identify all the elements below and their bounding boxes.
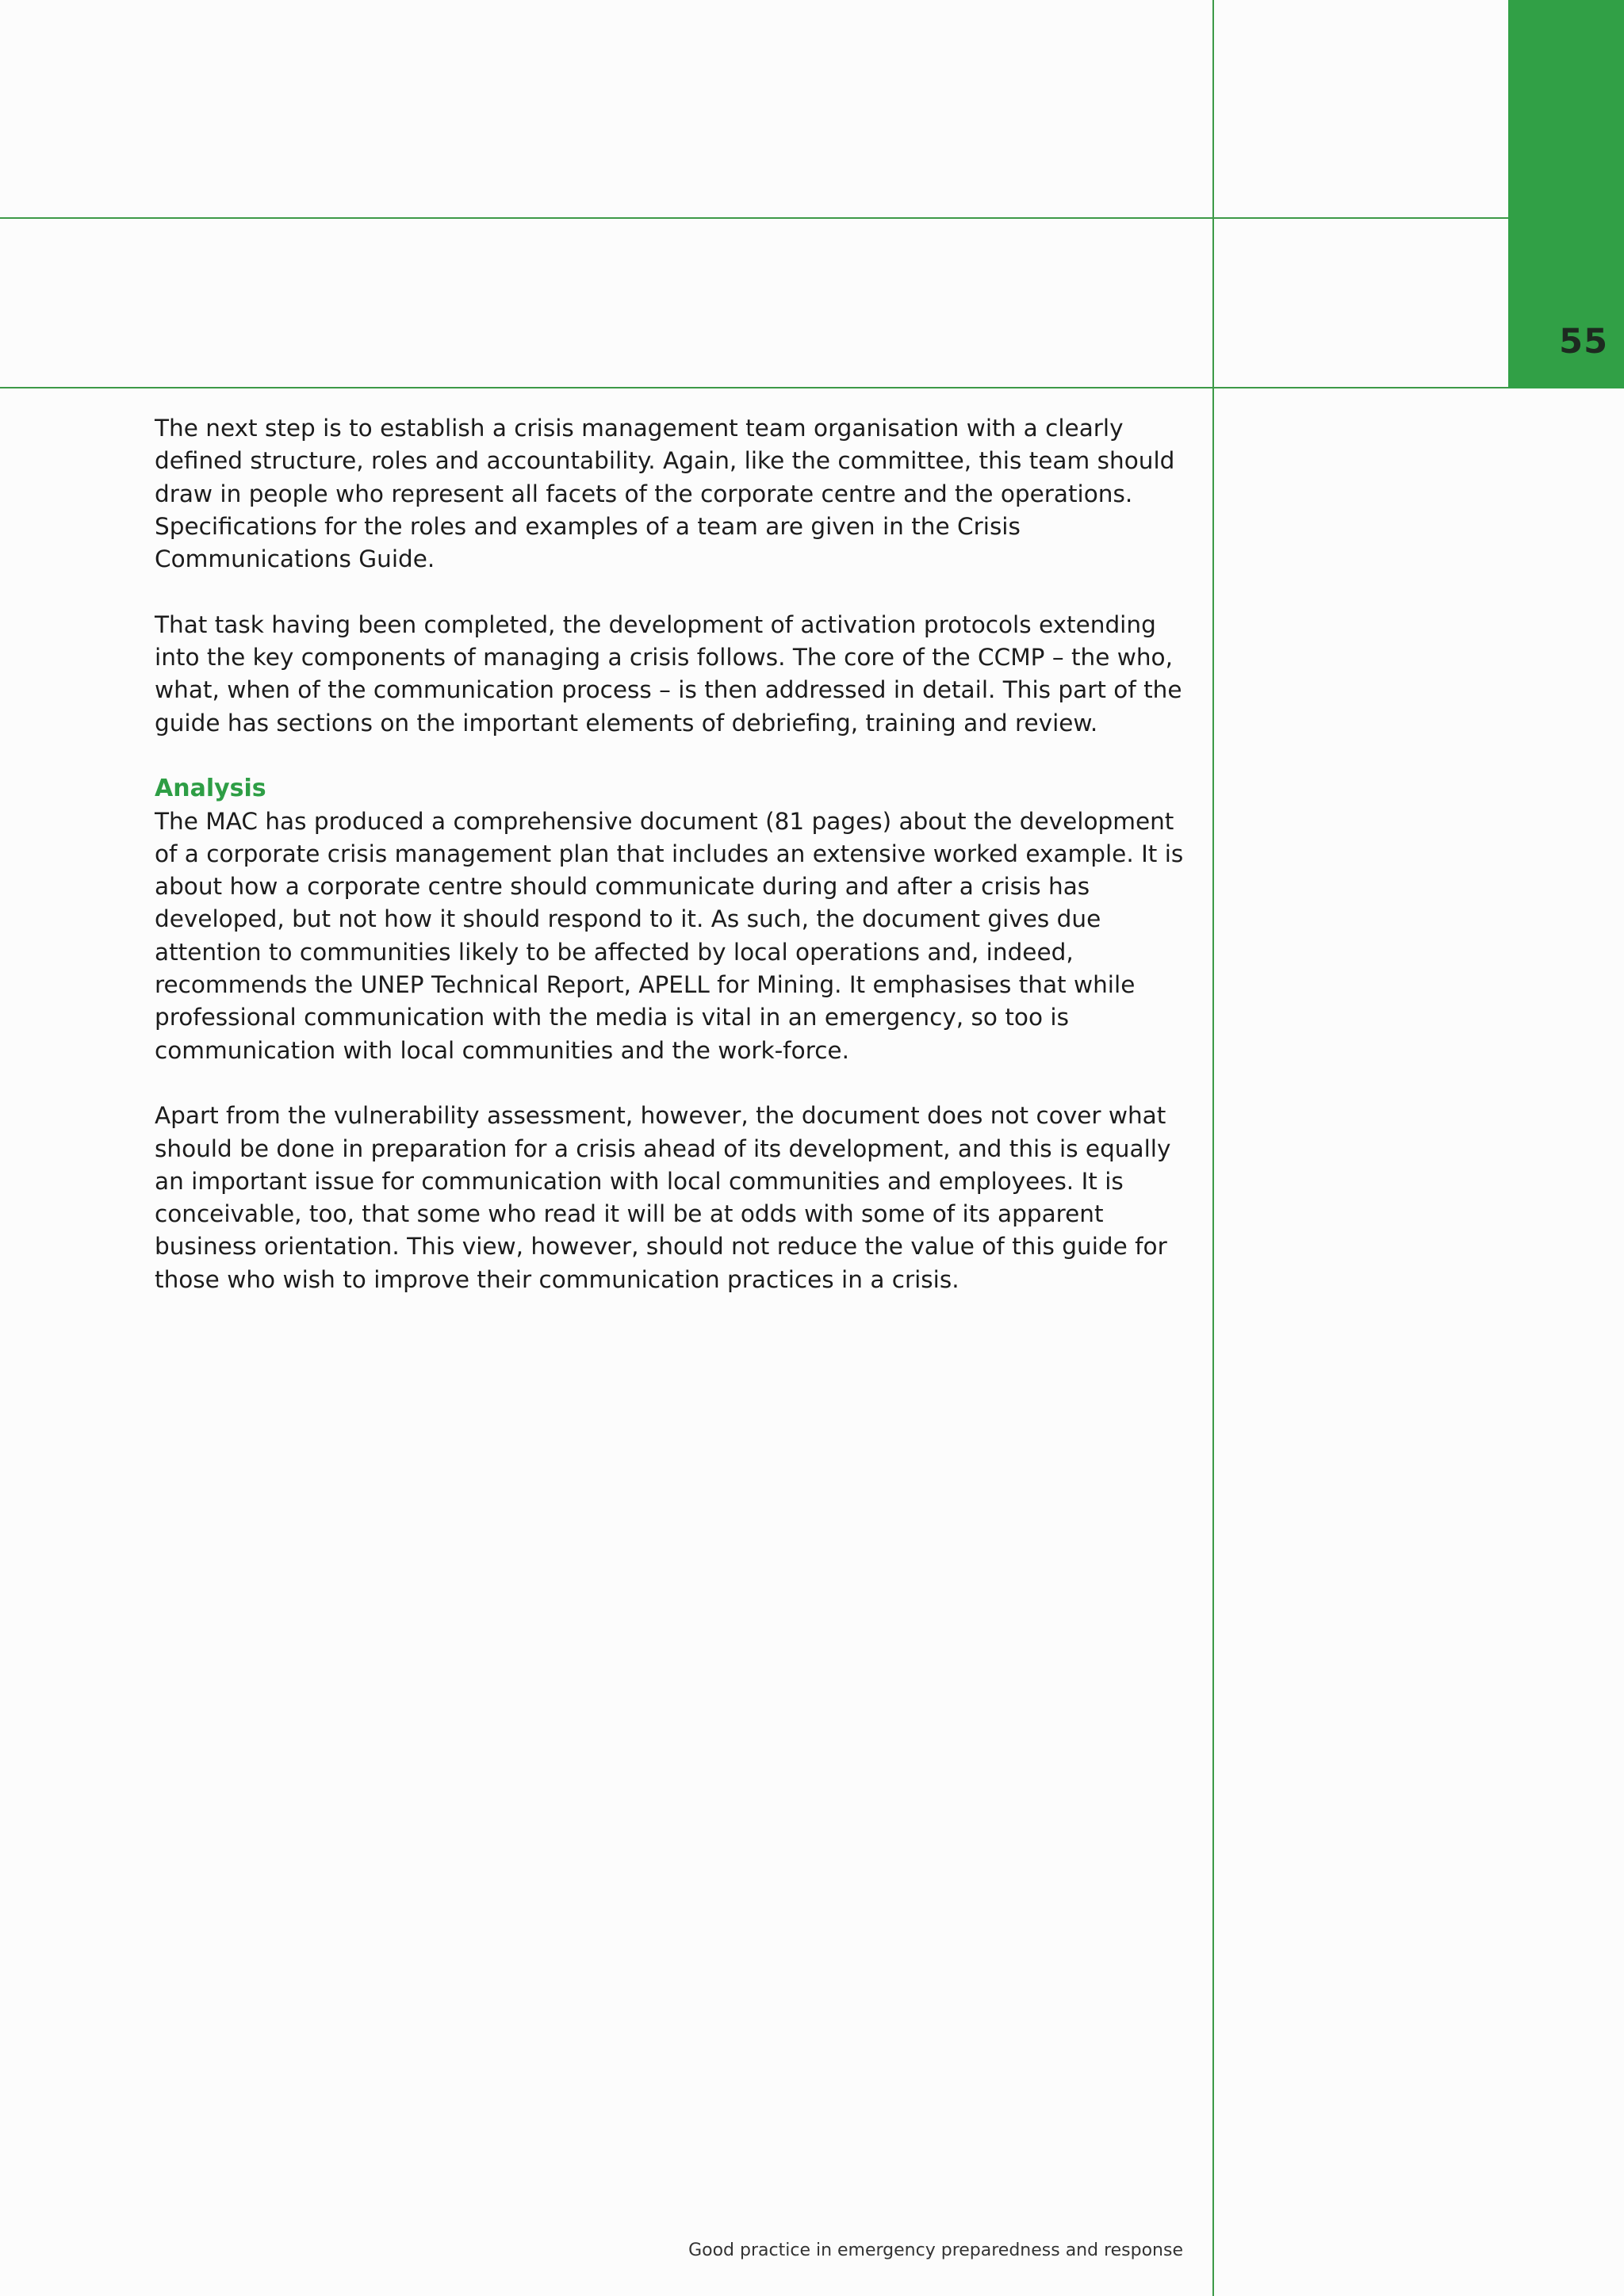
running-footer: Good practice in emergency preparedness and response — [688, 2241, 1183, 2260]
body-paragraph: That task having been completed, the development of activation protocols extending into the key components of managing a crisis follows. The core of the CCMP – the who, what, when of the communication process – is then addressed in detail. This part of the guide has sections on the important elements of debriefing, training and review. — [155, 610, 1182, 737]
analysis-paragraph: Apart from the vulnerability assessment, however, the document does not cover what should be done in preparation for a crisis ahead of its development, and this is equally an important issue for communication with local communities and employees. It is conceivable, too, that some who read it will be at odds with some of its apparent business orientation. This view, however, should not reduce the value of this guide for those who wish to improve their communication practices in a crisis. — [155, 1102, 1171, 1293]
body-paragraph: The next step is to establish a crisis management team organisation with a clearly defined structure, roles and accountability. Again, like the committee, this team should draw in people who represent all facets of the corporate centre and the operations. Specifications for the roles and examples of a team are given in the Crisis Communications Guide. — [155, 415, 1175, 573]
page-number: 55 — [1559, 322, 1608, 362]
margin-rule — [1212, 0, 1214, 2296]
analysis-heading: Analysis — [155, 775, 266, 803]
main-content — [155, 412, 1201, 1296]
page-number-tab — [1508, 0, 1624, 388]
analysis-paragraph: The MAC has produced a comprehensive document (81 pages) about the development of a corporate crisis management plan that includes an extensive worked example. It is about how a corporate centre should communicate during and after a crisis has developed, but not how it should respond to it. As such, the document gives due attention to communities likely to be affected by local operations and, indeed, recommends the UNEP Technical Report, APELL for Mining. It emphasises that while professional communication with the media is vital in an emergency, so too is communication with local communities and the work-force. — [155, 807, 1184, 1064]
top-rule — [0, 217, 1508, 219]
header-rule — [0, 387, 1508, 388]
